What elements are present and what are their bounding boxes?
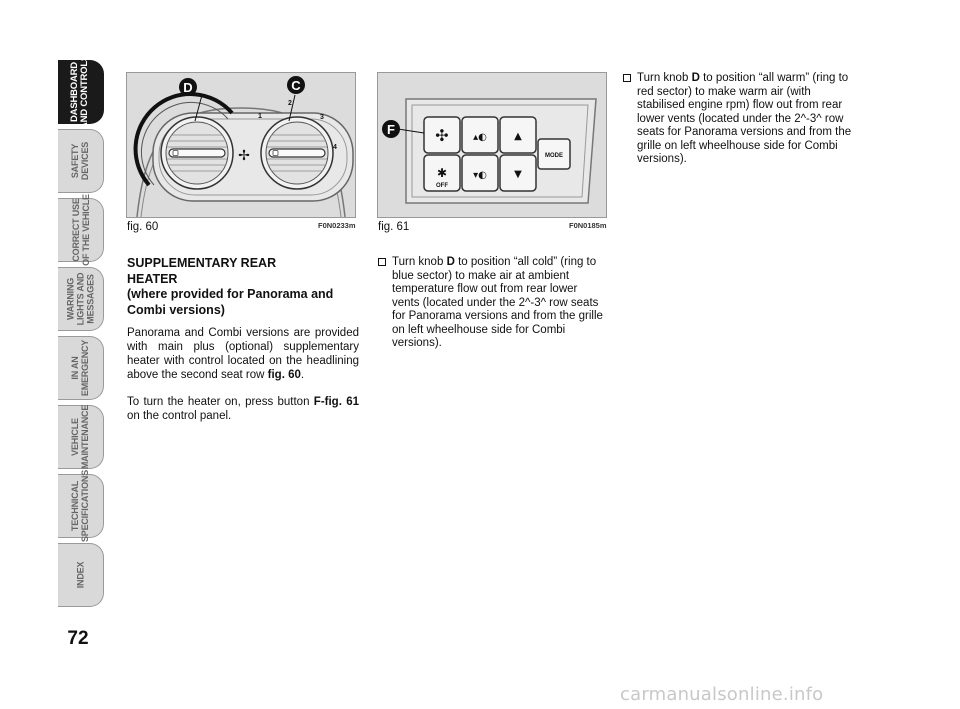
heading-line: HEATER <box>127 271 178 286</box>
svg-text:✣: ✣ <box>435 126 449 145</box>
tab-label: SAFETY DEVICES <box>70 141 91 181</box>
side-tabs <box>58 54 106 620</box>
tab-in-an-emergency[interactable] <box>58 336 104 400</box>
figure-61-control-panel <box>377 72 607 218</box>
svg-text:✱: ✱ <box>436 166 448 180</box>
scale-1: 1 <box>258 113 262 120</box>
bullet-all-warm <box>623 72 857 182</box>
paragraph-text: Panorama and Combi versions are provided with main plus (optional) supplementary heater with control located on the headlining above the second seat row <box>127 327 359 381</box>
bullet-text <box>637 72 857 167</box>
knobs-illustration <box>127 73 355 217</box>
label-f: F <box>387 122 395 137</box>
bullet-box-icon <box>623 74 631 82</box>
tab-label: DASHBOARD AND CONTROLS <box>69 54 91 130</box>
tab-vehicle-maintenance[interactable] <box>58 405 104 469</box>
tab-label: CORRECT USE OF THE VEHICLE <box>70 194 91 266</box>
label-d: D <box>183 80 193 95</box>
page-number: 72 <box>67 628 89 649</box>
figure-ref: fig. 60 <box>267 369 301 381</box>
tab-dashboard-and-controls[interactable] <box>58 54 104 130</box>
knob-ref: D <box>691 72 700 84</box>
bullet-part: to position “all warm” (ring to red sector) to make warm air (with stabilised engine rpm) flow out from rear lower vents (located under the 2^-3^ row seats for Panorama versions and from the grille on left wheelhouse side for Combi versions). <box>637 72 852 165</box>
mode-label: MODE <box>545 153 563 159</box>
paragraph-text: on the control panel. <box>127 410 232 422</box>
tab-warning-lights[interactable] <box>58 267 104 331</box>
fig-61-caption: fig. 61 <box>378 221 410 233</box>
tab-label: WARNING LIGHTS AND MESSAGES <box>65 272 96 326</box>
section-heading <box>127 256 359 318</box>
heading-line: SUPPLEMENTARY REAR <box>127 256 277 270</box>
tab-correct-use[interactable] <box>58 194 104 266</box>
svg-text:▲: ▲ <box>514 131 522 142</box>
paragraph-turn-on <box>127 395 359 423</box>
fig-60-code: F0N0233m <box>318 221 356 230</box>
svg-text:✢: ✢ <box>238 148 250 164</box>
tab-technical-specifications[interactable] <box>58 469 104 543</box>
bullet-part: Turn knob <box>392 256 444 268</box>
tab-label: VEHICLE MAINTENANCE <box>70 404 91 470</box>
bullet-text <box>392 256 608 351</box>
bullet-all-cold <box>378 256 608 356</box>
svg-text:▼: ▼ <box>514 169 522 180</box>
bullet-part: Turn knob <box>637 72 689 84</box>
svg-text:▴◐: ▴◐ <box>473 132 487 143</box>
scale-4: 4 <box>333 144 337 151</box>
control-panel-illustration <box>378 73 606 217</box>
off-label: OFF <box>436 183 448 189</box>
watermark: carmanualsonline.info <box>620 684 824 705</box>
bullet-box-icon <box>378 258 386 266</box>
fig-60-caption: fig. 60 <box>127 221 159 233</box>
scale-3: 3 <box>320 114 324 121</box>
paragraph-text: To turn the heater on, press button <box>127 396 310 408</box>
tab-label: INDEX <box>75 561 86 589</box>
tab-safety-devices[interactable] <box>58 129 104 193</box>
tab-index[interactable] <box>58 543 104 607</box>
paragraph-intro: Panorama and Combi versions are provided with main plus (optional) supplementary heater with control located on the headlining above the second seat row fig. 60. <box>127 327 359 381</box>
tab-label: TECHNICAL SPECIFICATIONS <box>70 469 91 543</box>
label-c: C <box>291 78 301 93</box>
knob-ref: D <box>446 256 455 268</box>
figure-60-knobs <box>126 72 356 218</box>
fig-61-code: F0N0185m <box>569 221 607 230</box>
heading-line: (where provided for Panorama and <box>127 287 334 301</box>
tab-label: IN AN EMERGENCY <box>70 339 91 397</box>
figure-ref: F-fig. 61 <box>313 396 359 408</box>
bullet-part: to position “all cold” (ring to blue sector) to make air at ambient temperature flow out from rear lower vents (located under the 2^-3^ row seats for Panorama versions and from the grille on left wheelhouse side for Combi versions). <box>392 256 603 349</box>
svg-text:▾◐: ▾◐ <box>473 170 487 181</box>
heading-line: Combi versions) <box>127 302 225 317</box>
scale-2: 2 <box>288 100 292 107</box>
